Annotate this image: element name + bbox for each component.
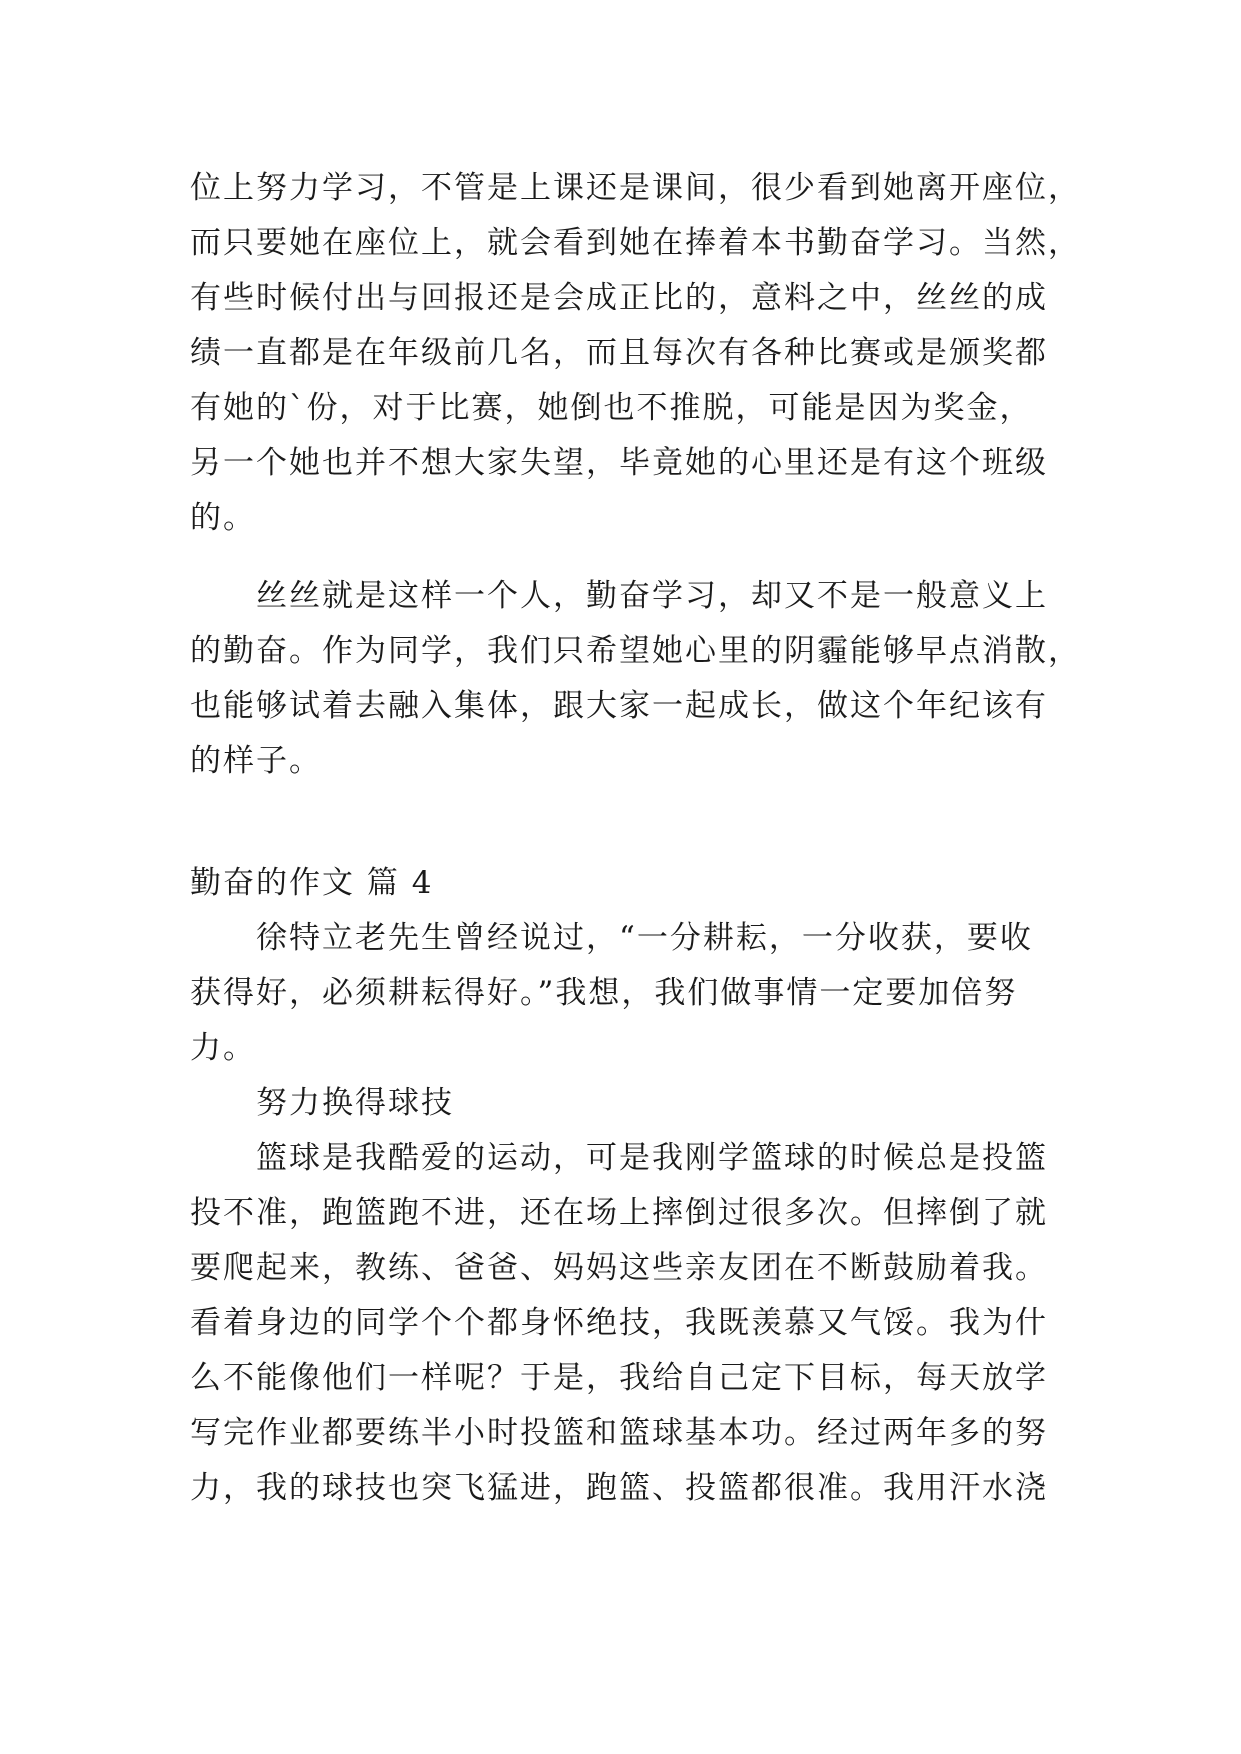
section-a-paragraph-1 — [190, 161, 1081, 546]
text-line: 丝丝就是这样一个人，勤奋学习，却又不是一般意义上 — [190, 578, 1048, 614]
text-line: 的勤奋。作为同学，我们只希望她心里的阴霾能够早点消散， — [190, 633, 1081, 669]
text-line: 获得好，必须耕耘得好。”我想，我们做事情一定要加倍努 — [190, 975, 1018, 1011]
text-line: 力，我的球技也突飞猛进，跑篮、投篮都很准。我用汗水浇 — [190, 1470, 1048, 1506]
text-line: 力。 — [190, 1030, 256, 1066]
text-line: 有她的`份，对于比赛，她倒也不推脱，可能是因为奖金， — [190, 390, 1033, 426]
text-line: 有些时候付出与回报还是会成正比的，意料之中，丝丝的成 — [190, 280, 1048, 316]
text-line: 要爬起来，教练、爸爸、妈妈这些亲友团在不断鼓励着我。 — [190, 1250, 1048, 1286]
text-line: 而只要她在座位上，就会看到她在捧着本书勤奋学习。当然， — [190, 225, 1081, 261]
text-line: 么不能像他们一样呢？于是，我给自己定下目标，每天放学 — [190, 1360, 1048, 1396]
text-line: 徐特立老先生曾经说过，“一分耕耘，一分收获，要收 — [190, 920, 1033, 956]
text-line: 的样子。 — [190, 743, 322, 779]
text-line: 也能够试着去融入集体，跟大家一起成长，做这个年纪该有 — [190, 688, 1048, 724]
section-a-paragraph-2 — [190, 569, 1081, 789]
text-line: 位上努力学习，不管是上课还是课间，很少看到她离开座位， — [190, 170, 1081, 206]
text-line: 绩一直都是在年级前几名，而且每次有各种比赛或是颁奖都 — [190, 335, 1048, 371]
text-line: 投不准，跑篮跑不进，还在场上摔倒过很多次。但摔倒了就 — [190, 1195, 1048, 1231]
text-line: 篮球是我酷爱的运动，可是我刚学篮球的时候总是投篮 — [190, 1140, 1048, 1176]
section-b — [190, 856, 1060, 1516]
section-heading: 勤奋的作文 篇 4 — [190, 865, 434, 901]
text-line: 的。 — [190, 500, 256, 536]
text-line: 看着身边的同学个个都身怀绝技，我既羡慕又气馁。我为什 — [190, 1305, 1048, 1341]
text-line: 另一个她也并不想大家失望，毕竟她的心里还是有这个班级 — [190, 445, 1048, 481]
section-subtitle: 努力换得球技 — [190, 1085, 454, 1121]
text-line: 写完作业都要练半小时投篮和篮球基本功。经过两年多的努 — [190, 1415, 1048, 1451]
